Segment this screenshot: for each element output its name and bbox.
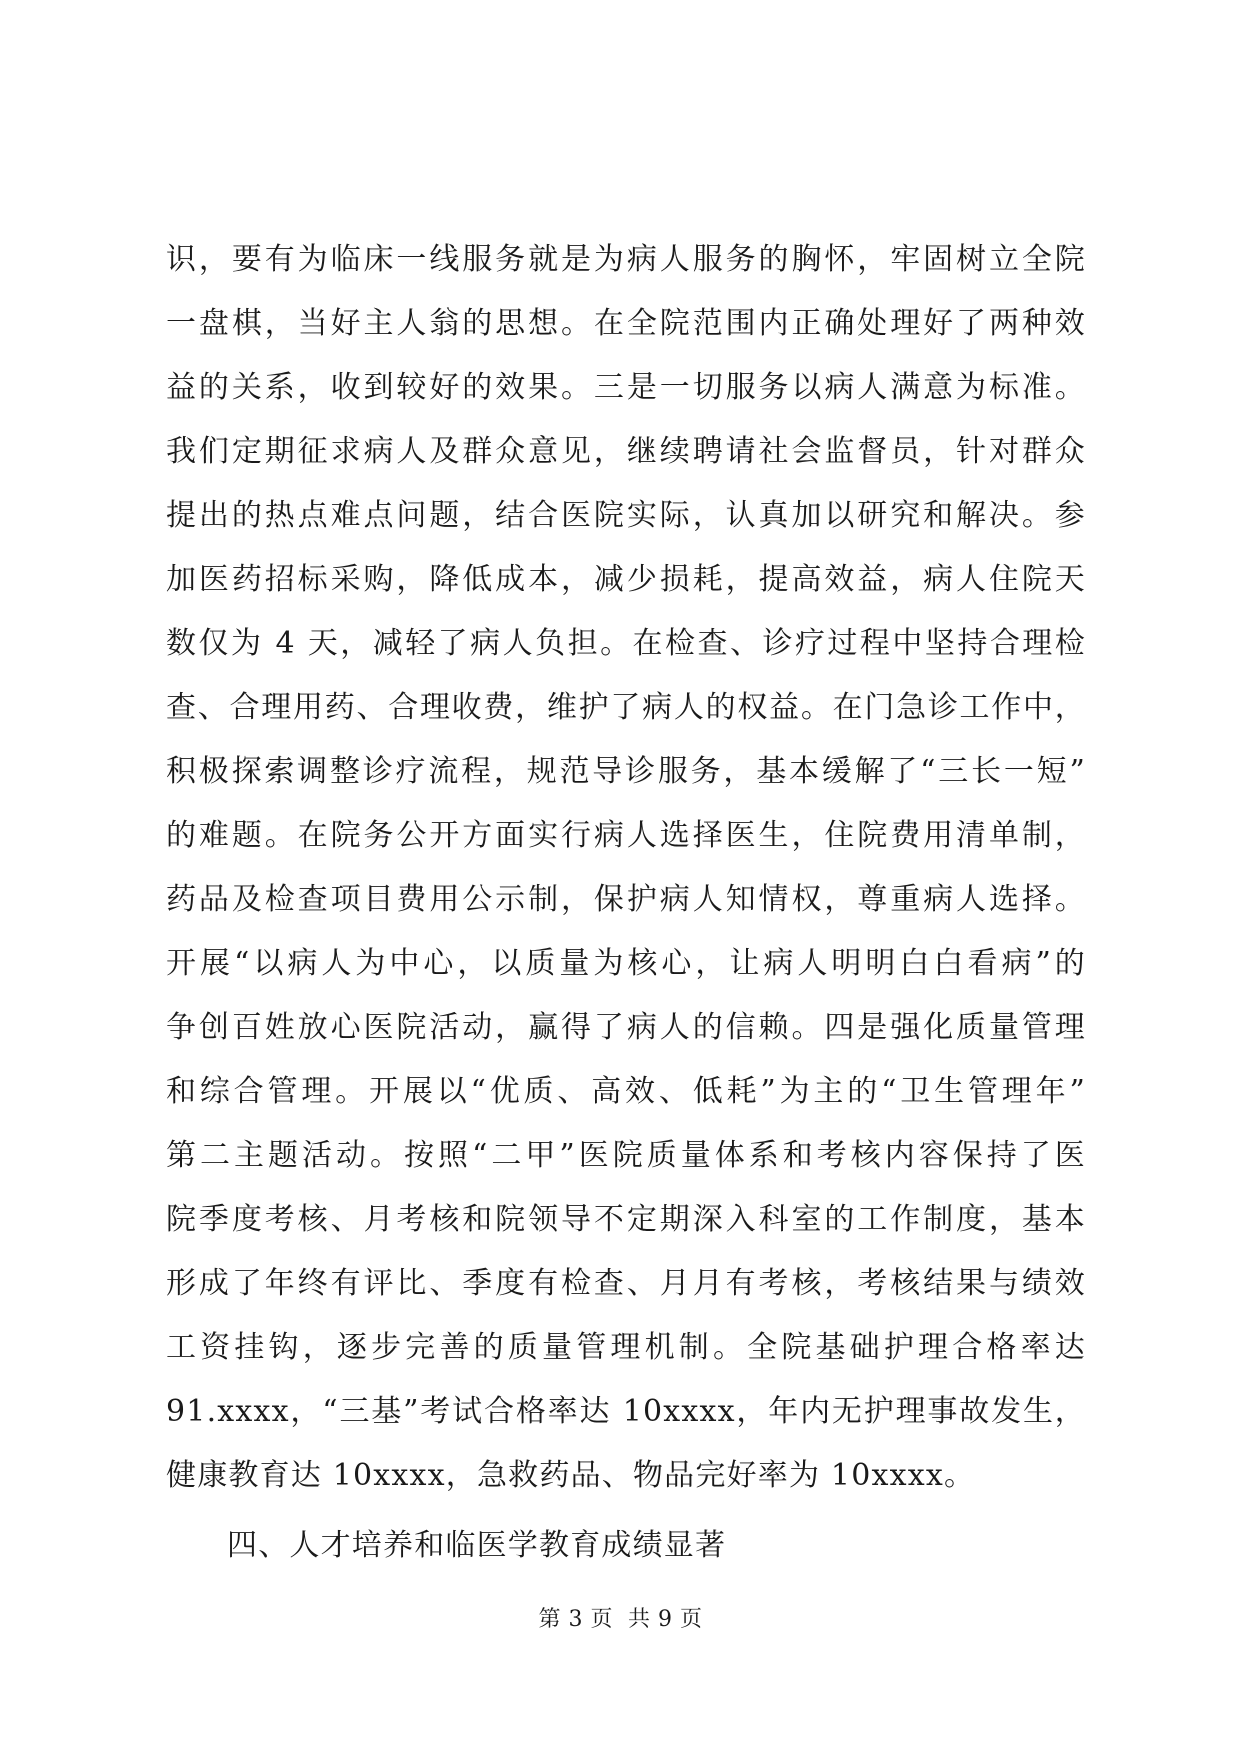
- text-line: 的难题。在院务公开方面实行病人选择医生，住院费用清单制，: [166, 818, 1086, 853]
- body-text: [166, 228, 1086, 1578]
- text-line: 工资挂钩，逐步完善的质量管理机制。全院基础护理合格率达: [166, 1330, 1086, 1365]
- text-line: 数仅为 4 天，减轻了病人负担。在检查、诊疗过程中坚持合理检: [166, 626, 1086, 661]
- text-line: 争创百姓放心医院活动，赢得了病人的信赖。四是强化质量管理: [166, 1010, 1086, 1045]
- text-line: 院季度考核、月考核和院领导不定期深入科室的工作制度，基本: [166, 1202, 1086, 1237]
- text-line: 提出的热点难点问题，结合医院实际，认真加以研究和解决。参: [166, 498, 1086, 533]
- page-number: 第 3 页 共 9 页: [538, 1607, 703, 1632]
- text-line: 第二主题活动。按照“二甲”医院质量体系和考核内容保持了医: [166, 1138, 1086, 1173]
- text-line: 开展“以病人为中心，以质量为核心，让病人明明白白看病”的: [166, 946, 1086, 981]
- text-line: 和综合管理。开展以“优质、高效、低耗”为主的“卫生管理年”: [166, 1074, 1086, 1109]
- text-line: 积极探索调整诊疗流程，规范导诊服务，基本缓解了“三长一短”: [166, 754, 1086, 789]
- text-line: 一盘棋，当好主人翁的思想。在全院范围内正确处理好了两种效: [166, 306, 1086, 341]
- text-line: 91.xxxx，“三基”考试合格率达 10xxxx，年内无护理事故发生，: [166, 1394, 1086, 1429]
- text-line: 我们定期征求病人及群众意见，继续聘请社会监督员，针对群众: [166, 434, 1086, 469]
- text-line: 形成了年终有评比、季度有检查、月月有考核，考核结果与绩效: [166, 1266, 1086, 1301]
- text-line: 加医药招标采购，降低成本，减少损耗，提高效益，病人住院天: [166, 562, 1086, 597]
- section-heading: 四、人才培养和临医学教育成绩显著: [227, 1528, 727, 1563]
- text-line: 识，要有为临床一线服务就是为病人服务的胸怀，牢固树立全院: [166, 242, 1086, 277]
- text-line: 益的关系，收到较好的效果。三是一切服务以病人满意为标准。: [166, 370, 1086, 405]
- text-line: 药品及检查项目费用公示制，保护病人知情权，尊重病人选择。: [166, 882, 1086, 917]
- page-footer: [0, 1605, 1241, 1635]
- text-line: 查、合理用药、合理收费，维护了病人的权益。在门急诊工作中，: [166, 690, 1086, 725]
- text-line: 健康教育达 10xxxx，急救药品、物品完好率为 10xxxx。: [166, 1458, 976, 1493]
